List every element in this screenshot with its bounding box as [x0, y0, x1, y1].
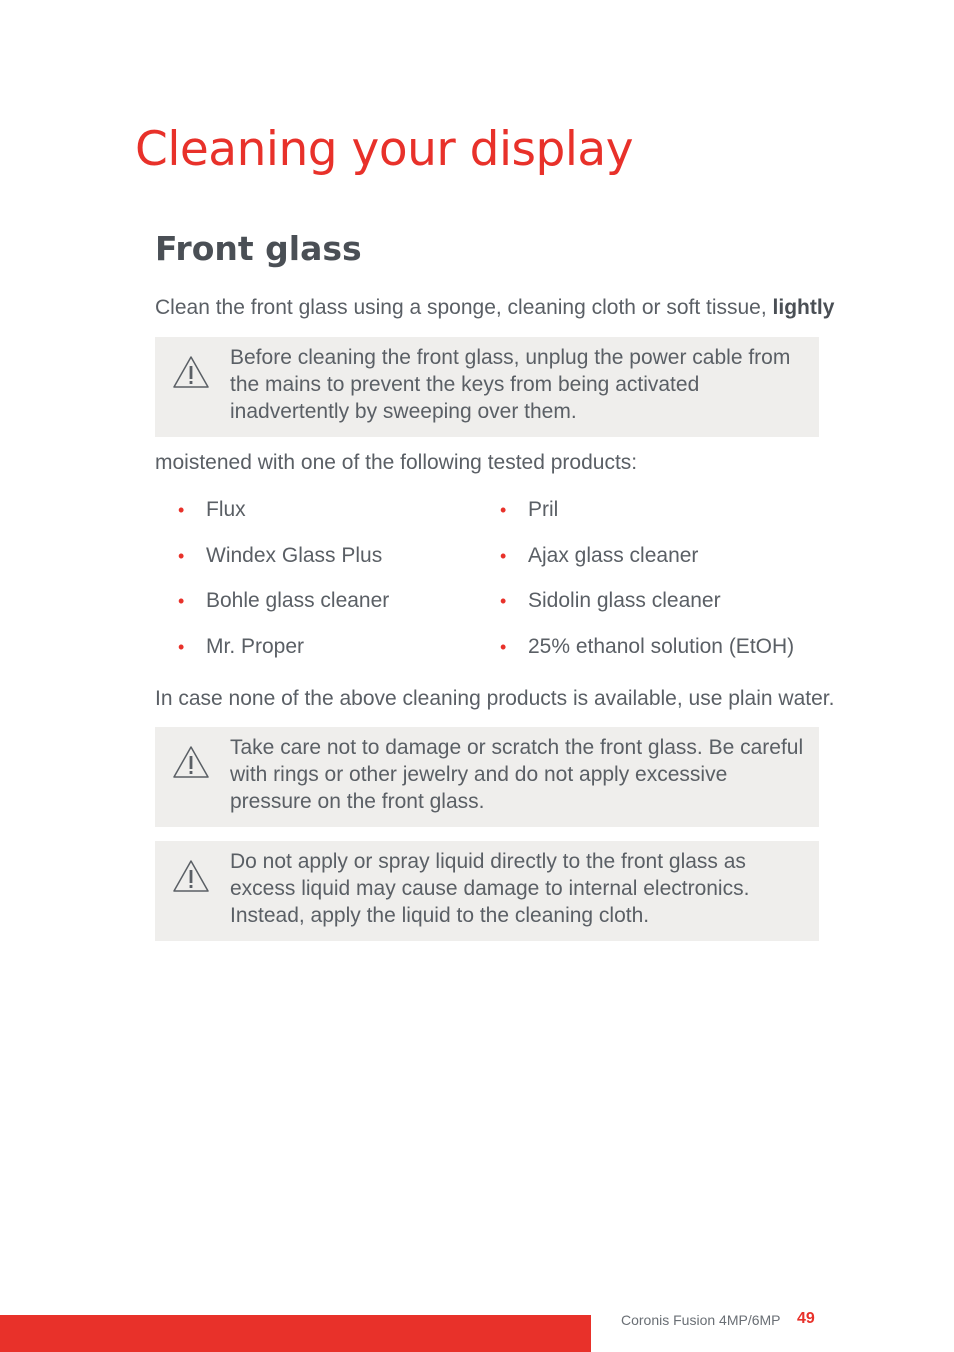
warning-box — [155, 337, 819, 437]
list-item — [178, 496, 246, 524]
bullet-icon: • — [500, 591, 507, 611]
warning-triangle-icon — [172, 355, 210, 389]
fallback-paragraph: In case none of the above cleaning products is available, use plain water. — [155, 687, 835, 710]
warning-box — [155, 727, 819, 827]
list-item-label: Ajax glass cleaner — [528, 544, 699, 567]
bullet-icon: • — [178, 546, 185, 566]
intro-emphasis: lightly — [772, 296, 835, 319]
product-list — [178, 496, 818, 676]
list-item — [500, 542, 698, 570]
page-number: 49 — [797, 1310, 815, 1327]
list-item-label: 25% ethanol solution (EtOH) — [528, 635, 795, 658]
bullet-icon: • — [178, 500, 185, 520]
list-item — [178, 587, 389, 615]
bullet-icon: • — [500, 500, 507, 520]
warning-box — [155, 841, 819, 941]
bullet-icon: • — [178, 637, 185, 657]
continued-paragraph: moistened with one of the following tested products: — [155, 451, 638, 474]
bullet-icon: • — [500, 637, 507, 657]
warning-text: Do not apply or spray liquid directly to the front glass as excess liquid may cause damage to internal electronics. Instead, apply the liquid to the cleaning cloth. — [230, 850, 750, 927]
list-item-label: Pril — [528, 498, 559, 521]
warning-triangle-icon — [172, 745, 210, 779]
list-item — [178, 633, 304, 661]
list-item-label: Flux — [206, 498, 246, 521]
list-item-label: Mr. Proper — [206, 635, 305, 658]
intro-paragraph — [155, 294, 834, 321]
list-item-label: Sidolin glass cleaner — [528, 589, 721, 612]
bullet-icon: • — [500, 546, 507, 566]
list-item-label: Bohle glass cleaner — [206, 589, 390, 612]
warning-triangle-icon — [172, 859, 210, 893]
list-item — [178, 542, 382, 570]
section-title: Front glass — [155, 229, 362, 268]
bullet-icon: • — [178, 591, 185, 611]
warning-text: Before cleaning the front glass, unplug the power cable from the mains to prevent the keys from being activated inadvertently by sweeping over them. — [230, 346, 791, 423]
list-item — [500, 633, 794, 661]
page-title: Cleaning your display — [135, 122, 634, 177]
warning-text: Take care not to damage or scratch the front glass. Be careful with rings or other jewelry and do not apply excessive pressure on the front glass. — [230, 736, 804, 813]
footer-bar — [0, 1315, 591, 1352]
list-item — [500, 496, 558, 524]
list-item — [500, 587, 721, 615]
intro-text: Clean the front glass using a sponge, cleaning cloth or soft tissue, — [155, 296, 767, 319]
list-item-label: Windex Glass Plus — [206, 544, 383, 567]
footer-product-name: Coronis Fusion 4MP/6MP — [621, 1312, 781, 1328]
